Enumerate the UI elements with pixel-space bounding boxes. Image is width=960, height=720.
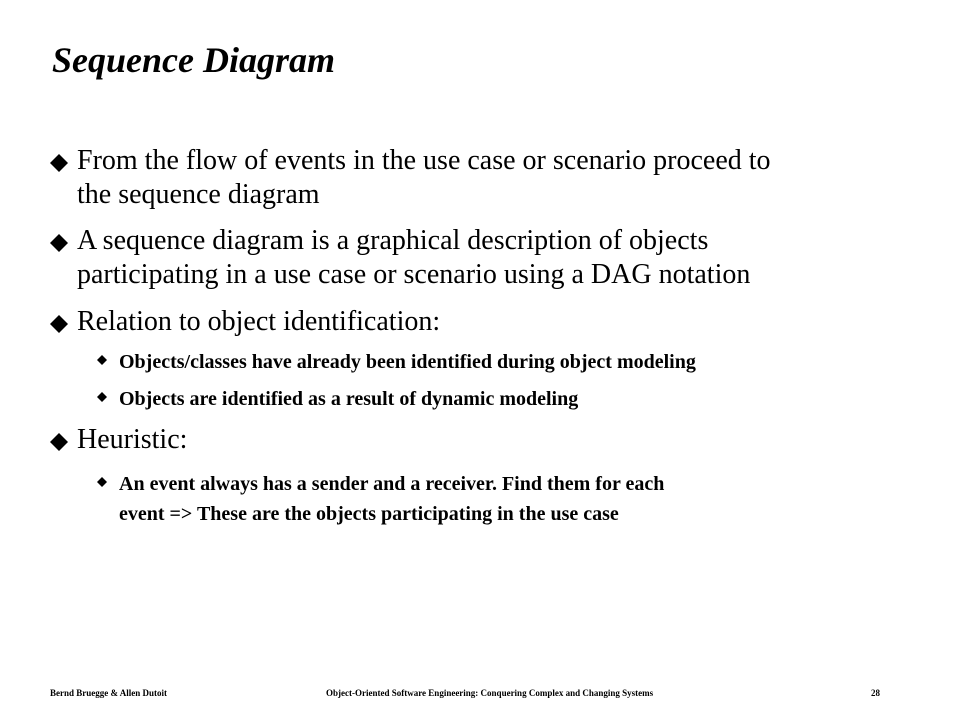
bullet-text-line: Heuristic: <box>77 424 188 455</box>
diamond-bullet-icon <box>50 234 68 252</box>
bullet-text-line: A sequence diagram is a graphical description of objects <box>77 225 709 256</box>
footer-page-number: 28 <box>871 688 880 698</box>
diamond-bullet-icon <box>50 154 68 172</box>
diamond-bullet-icon <box>97 477 107 487</box>
sub-bullet-text-line: An event always has a sender and a receiver. Find them for each <box>119 473 665 495</box>
diamond-bullet-icon <box>97 392 107 402</box>
bullet-text-line: participating in a use case or scenario using a DAG notation <box>77 259 751 290</box>
bullet-text-line: Relation to object identification: <box>77 306 441 337</box>
footer-authors: Bernd Bruegge & Allen Dutoit <box>50 688 167 698</box>
bullet-text-line: From the flow of events in the use case or scenario proceed to <box>77 145 771 176</box>
diamond-bullet-icon <box>97 355 107 365</box>
sub-bullet-text-line: event => These are the objects participating in the use case <box>119 503 619 525</box>
slide-title: Sequence Diagram <box>52 40 335 80</box>
footer-book-title: Object-Oriented Software Engineering: Conquering Complex and Changing Systems <box>326 688 654 698</box>
diamond-bullet-icon <box>50 315 68 333</box>
diamond-bullet-icon <box>50 433 68 451</box>
sub-bullet-text: Objects/classes have already been identified during object modeling <box>119 351 696 373</box>
bullet-text-line: the sequence diagram <box>77 179 320 210</box>
sub-bullet-text: Objects are identified as a result of dynamic modeling <box>119 388 579 410</box>
